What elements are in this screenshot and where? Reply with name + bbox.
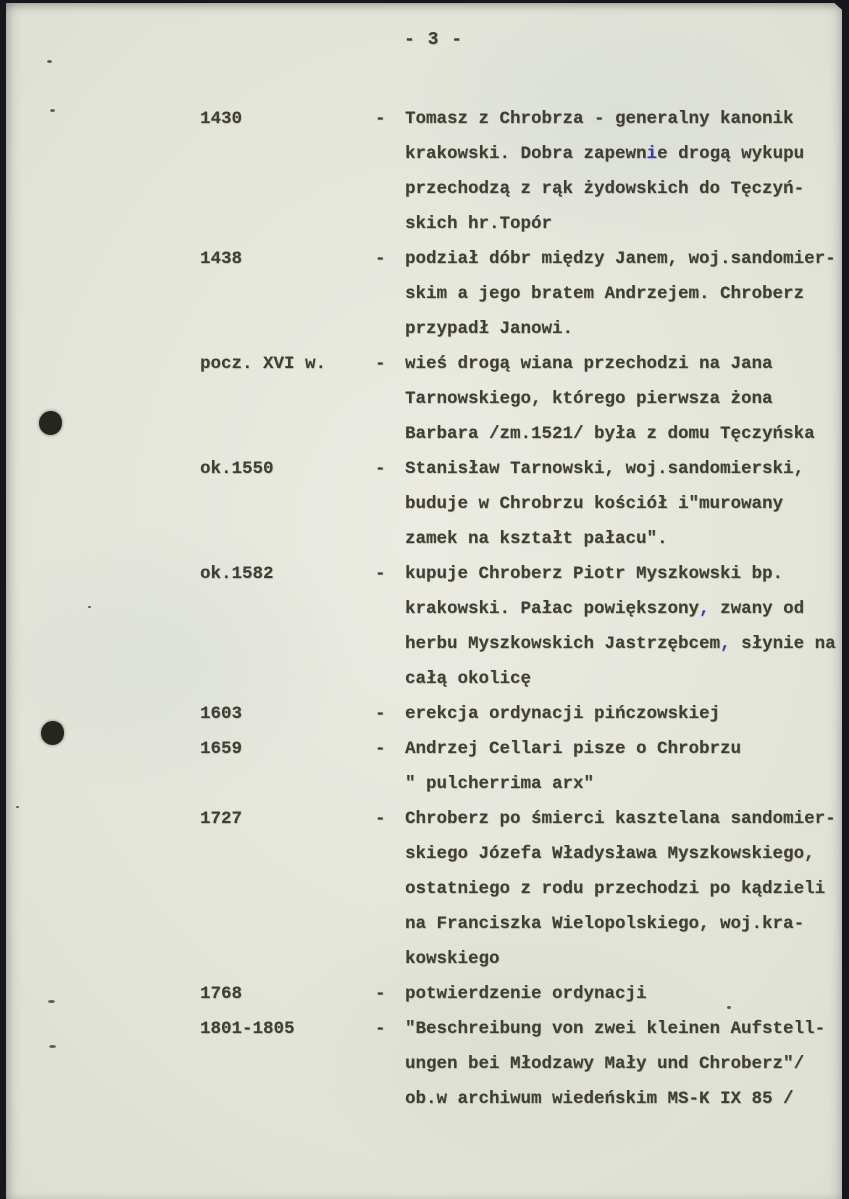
typed-text: Stanisław Tarnowski, woj.sandomierski, — [405, 459, 805, 479]
entry-dash: - — [375, 354, 386, 374]
typed-text: wieś drogą wiana przechodzi na Jana — [405, 354, 773, 374]
typed-text: przechodzą z rąk żydowskich do Tęczyń- — [405, 179, 805, 199]
page-number: - 3 - — [404, 30, 464, 50]
entry-date: ok.1550 — [200, 459, 274, 479]
entry-text — [405, 102, 845, 242]
handwritten-correction: , — [720, 634, 731, 654]
typed-text: skim a jego bratem Andrzejem. Chroberz — [405, 284, 805, 304]
entry-text — [405, 557, 845, 697]
entry-text-line — [405, 732, 845, 767]
timeline-entry — [0, 452, 849, 557]
entry-text — [405, 977, 845, 1012]
entry-dash: - — [375, 739, 386, 759]
entry-text-line — [405, 837, 845, 872]
typed-text: kupuje Chroberz Piotr Myszkowski bp. — [405, 564, 784, 584]
entry-date: 1768 — [200, 984, 243, 1004]
timeline-entry — [0, 242, 849, 347]
paper-speck — [16, 806, 19, 808]
typed-text: krakowski. Pałac powiększony — [405, 599, 700, 619]
typed-text: Andrzej Cellari pisze o Chrobrzu — [405, 739, 742, 759]
typed-text: skiego Józefa Władysława Myszkowskiego, — [405, 844, 815, 864]
typed-text: ungen bei Młodzawy Mały und Chroberz"/ — [405, 1054, 805, 1074]
entry-text — [405, 1012, 845, 1117]
paper-speck — [47, 60, 52, 63]
typed-text: Tarnowskiego, którego pierwsza żona — [405, 389, 773, 409]
entry-text-line — [405, 872, 845, 907]
entry-dash: - — [375, 109, 386, 129]
entry-text — [405, 347, 845, 452]
timeline-entry — [0, 102, 849, 242]
timeline-entry — [0, 802, 849, 977]
entry-text-line — [405, 977, 845, 1012]
paper-speck — [88, 606, 91, 608]
entry-dash: - — [375, 1019, 386, 1039]
typed-text: całą okolicę — [405, 669, 532, 689]
typed-text: kowskiego — [405, 949, 500, 969]
typed-text: Chroberz po śmierci kasztelana sandomier- — [405, 809, 836, 829]
entry-text-line — [405, 697, 845, 732]
paper-speck — [48, 1000, 55, 1003]
paper-speck — [727, 1006, 731, 1009]
entry-text-line — [405, 242, 845, 277]
entry-dash: - — [375, 984, 386, 1004]
entry-text — [405, 697, 845, 732]
entry-text — [405, 732, 845, 802]
entry-text-line — [405, 767, 845, 802]
entry-text-line — [405, 312, 845, 347]
entry-text-line — [405, 172, 845, 207]
typed-text: podział dóbr między Janem, woj.sandomier- — [405, 249, 836, 269]
entry-date: 1438 — [200, 249, 243, 269]
typed-text: potwierdzenie ordynacji — [405, 984, 647, 1004]
entry-date: 1430 — [200, 109, 243, 129]
entry-text-line — [405, 662, 845, 697]
handwritten-correction: , — [699, 599, 710, 619]
entry-date: 1801-1805 — [200, 1019, 295, 1039]
paper-speck — [49, 1045, 56, 1048]
entry-dash: - — [375, 459, 386, 479]
entry-text — [405, 452, 845, 557]
typed-text: " pulcherrima arx" — [405, 774, 595, 794]
entry-text-line — [405, 137, 845, 172]
typed-text: skich hr.Topór — [405, 214, 553, 234]
entry-text-line — [405, 1012, 845, 1047]
timeline-entry — [0, 1012, 849, 1117]
entry-text-line — [405, 557, 845, 592]
entry-text-line — [405, 452, 845, 487]
entry-text-line — [405, 907, 845, 942]
entry-dash: - — [375, 249, 386, 269]
timeline-entry — [0, 347, 849, 452]
timeline-entry — [0, 977, 849, 1012]
entry-text-line — [405, 382, 845, 417]
entry-text — [405, 802, 845, 977]
typed-text: zwany od — [709, 599, 805, 619]
entry-text-line — [405, 627, 845, 662]
typed-text: Barbara /zm.1521/ była z domu Tęczyńska — [405, 424, 815, 444]
timeline-entry — [0, 732, 849, 802]
entry-dash: - — [375, 704, 386, 724]
entry-text-line — [405, 102, 845, 137]
entry-date: 1603 — [200, 704, 243, 724]
entry-dash: - — [375, 809, 386, 829]
entry-text-line — [405, 942, 845, 977]
entry-text-line — [405, 207, 845, 242]
typed-text: herbu Myszkowskich Jastrzębcem — [405, 634, 721, 654]
entry-dash: - — [375, 564, 386, 584]
entry-text-line — [405, 1082, 845, 1117]
typed-text: erekcja ordynacji pińczowskiej — [405, 704, 721, 724]
paper-speck — [50, 109, 55, 112]
typed-text: na Franciszka Wielopolskiego, woj.kra- — [405, 914, 805, 934]
typed-text: krakowski. Dobra zapewn — [405, 144, 647, 164]
typed-text: Tomasz z Chrobrza - generalny kanonik — [405, 109, 794, 129]
timeline-entry — [0, 557, 849, 697]
punch-hole — [39, 411, 62, 435]
punch-hole — [41, 721, 64, 745]
timeline — [0, 102, 849, 1117]
scan-edge-top — [0, 0, 849, 3]
handwritten-correction: i — [646, 144, 658, 164]
entry-text-line — [405, 277, 845, 312]
timeline-entry — [0, 697, 849, 732]
entry-text — [405, 242, 845, 347]
entry-text-line — [405, 1047, 845, 1082]
typed-text: ob.w archiwum wiedeńskim MS-K IX 85 / — [405, 1089, 794, 1109]
typed-text: buduje w Chrobrzu kościół i"murowany — [405, 494, 784, 514]
typed-text: zamek na kształt pałacu". — [405, 529, 668, 549]
typed-text: przypadł Janowi. — [405, 319, 574, 339]
typed-text: ostatniego z rodu przechodzi po kądzieli — [405, 879, 826, 899]
entry-text-line — [405, 487, 845, 522]
entry-text-line — [405, 802, 845, 837]
entry-text-line — [405, 347, 845, 382]
entry-text-line — [405, 592, 845, 627]
entry-date: pocz. XVI w. — [200, 354, 327, 374]
typed-text: e drogą wykupu — [657, 144, 805, 164]
entry-date: 1727 — [200, 809, 243, 829]
typed-text: słynie na — [730, 634, 836, 654]
typed-text: "Beschreibung von zwei kleinen Aufstell- — [405, 1019, 826, 1039]
entry-date: 1659 — [200, 739, 243, 759]
entry-text-line — [405, 522, 845, 557]
entry-date: ok.1582 — [200, 564, 274, 584]
entry-text-line — [405, 417, 845, 452]
